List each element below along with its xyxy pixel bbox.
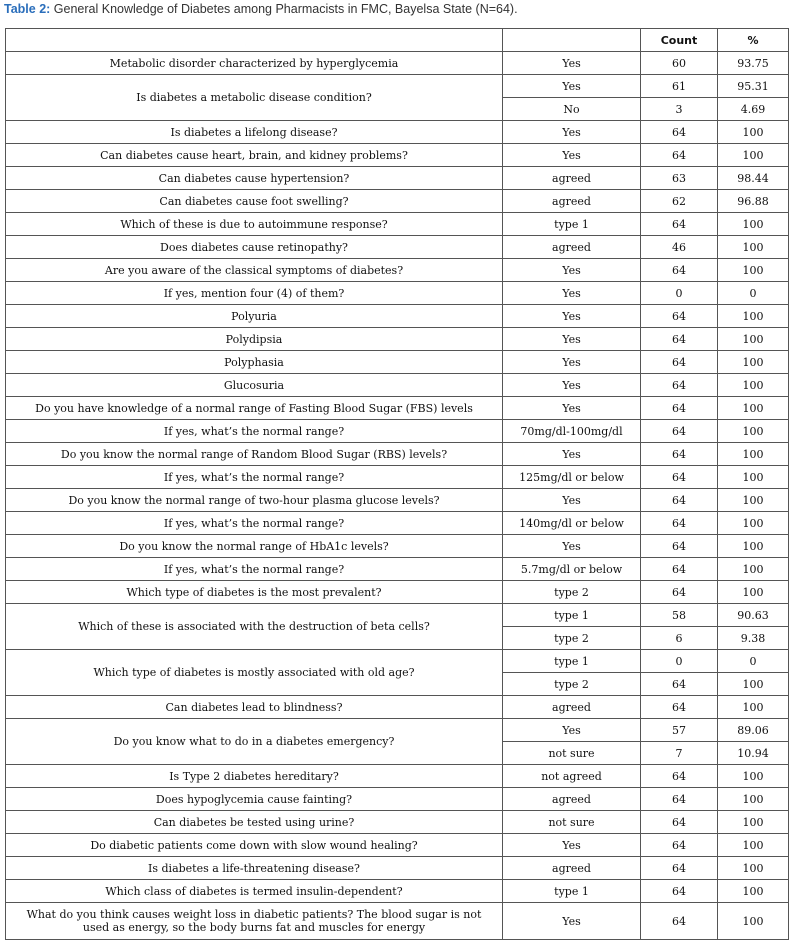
- percent-cell: 100: [718, 880, 789, 903]
- response-cell: 140mg/dl or below: [503, 512, 641, 535]
- question-cell: Polyuria: [6, 305, 503, 328]
- header-row: [6, 29, 789, 52]
- percent-cell: 100: [718, 374, 789, 397]
- response-cell: not sure: [503, 811, 641, 834]
- response-cell: 70mg/dl-100mg/dl: [503, 420, 641, 443]
- table-caption: [4, 2, 518, 16]
- percent-cell: 100: [718, 144, 789, 167]
- count-cell: 64: [641, 489, 718, 512]
- table-row: [6, 857, 789, 880]
- question-cell: Which type of diabetes is mostly associated with old age?: [6, 650, 503, 696]
- table-row: [6, 719, 789, 742]
- question-cell: Is diabetes a lifelong disease?: [6, 121, 503, 144]
- response-cell: Yes: [503, 259, 641, 282]
- question-cell: Metabolic disorder characterized by hyperglycemia: [6, 52, 503, 75]
- question-cell: Which of these is associated with the destruction of beta cells?: [6, 604, 503, 650]
- question-cell: Can diabetes lead to blindness?: [6, 696, 503, 719]
- table-row: [6, 581, 789, 604]
- question-cell: Which type of diabetes is the most prevalent?: [6, 581, 503, 604]
- question-cell: Do you know the normal range of two-hour plasma glucose levels?: [6, 489, 503, 512]
- response-cell: Yes: [503, 351, 641, 374]
- percent-cell: 90.63: [718, 604, 789, 627]
- percent-cell: 100: [718, 328, 789, 351]
- response-cell: agreed: [503, 236, 641, 259]
- percent-cell: 4.69: [718, 98, 789, 121]
- count-cell: 64: [641, 535, 718, 558]
- table-row: [6, 52, 789, 75]
- response-header: [503, 29, 641, 52]
- table-row: [6, 834, 789, 857]
- response-cell: 5.7mg/dl or below: [503, 558, 641, 581]
- table-row: [6, 121, 789, 144]
- percent-cell: 100: [718, 765, 789, 788]
- question-cell: If yes, what’s the normal range?: [6, 466, 503, 489]
- question-cell: Do you know what to do in a diabetes emergency?: [6, 719, 503, 765]
- table-body: [6, 52, 789, 940]
- count-cell: 64: [641, 765, 718, 788]
- percent-cell: 10.94: [718, 742, 789, 765]
- question-cell: Does diabetes cause retinopathy?: [6, 236, 503, 259]
- count-cell: 64: [641, 420, 718, 443]
- percent-cell: 100: [718, 443, 789, 466]
- percent-cell: 100: [718, 535, 789, 558]
- percent-cell: 0: [718, 650, 789, 673]
- response-cell: Yes: [503, 52, 641, 75]
- response-cell: not sure: [503, 742, 641, 765]
- percent-cell: 100: [718, 857, 789, 880]
- percent-cell: 100: [718, 489, 789, 512]
- count-cell: 58: [641, 604, 718, 627]
- question-cell: Which of these is due to autoimmune response?: [6, 213, 503, 236]
- table-row: [6, 351, 789, 374]
- percent-cell: 100: [718, 696, 789, 719]
- question-cell: Do you know the normal range of Random Blood Sugar (RBS) levels?: [6, 443, 503, 466]
- count-cell: 64: [641, 811, 718, 834]
- question-cell: What do you think causes weight loss in diabetic patients? The blood sugar is not used as energy, so the body burns fat and muscles for energy: [6, 903, 503, 940]
- table-row: [6, 305, 789, 328]
- response-cell: type 2: [503, 673, 641, 696]
- table-row: [6, 144, 789, 167]
- percent-header: %: [718, 29, 789, 52]
- percent-cell: 100: [718, 673, 789, 696]
- percent-cell: 100: [718, 834, 789, 857]
- table-row: [6, 167, 789, 190]
- percent-cell: 100: [718, 811, 789, 834]
- count-cell: 64: [641, 581, 718, 604]
- count-cell: 57: [641, 719, 718, 742]
- question-cell: If yes, mention four (4) of them?: [6, 282, 503, 305]
- response-cell: Yes: [503, 282, 641, 305]
- response-cell: Yes: [503, 121, 641, 144]
- count-cell: 0: [641, 282, 718, 305]
- count-cell: 7: [641, 742, 718, 765]
- count-cell: 64: [641, 512, 718, 535]
- percent-cell: 100: [718, 213, 789, 236]
- response-cell: Yes: [503, 719, 641, 742]
- response-cell: Yes: [503, 443, 641, 466]
- percent-cell: 100: [718, 903, 789, 940]
- percent-cell: 100: [718, 305, 789, 328]
- caption-label: Table 2:: [4, 2, 51, 16]
- percent-cell: 93.75: [718, 52, 789, 75]
- response-cell: Yes: [503, 374, 641, 397]
- percent-cell: 95.31: [718, 75, 789, 98]
- response-cell: agreed: [503, 190, 641, 213]
- count-cell: 64: [641, 834, 718, 857]
- percent-cell: 100: [718, 420, 789, 443]
- response-cell: not agreed: [503, 765, 641, 788]
- response-cell: No: [503, 98, 641, 121]
- count-cell: 64: [641, 121, 718, 144]
- table-row: [6, 420, 789, 443]
- question-cell: Are you aware of the classical symptoms of diabetes?: [6, 259, 503, 282]
- table-row: [6, 328, 789, 351]
- response-cell: type 2: [503, 627, 641, 650]
- count-cell: 62: [641, 190, 718, 213]
- count-cell: 64: [641, 880, 718, 903]
- question-cell: Do diabetic patients come down with slow wound healing?: [6, 834, 503, 857]
- count-cell: 0: [641, 650, 718, 673]
- count-cell: 46: [641, 236, 718, 259]
- table-row: [6, 374, 789, 397]
- percent-cell: 89.06: [718, 719, 789, 742]
- knowledge-table: [5, 28, 789, 940]
- count-cell: 64: [641, 857, 718, 880]
- table-row: [6, 259, 789, 282]
- response-cell: 125mg/dl or below: [503, 466, 641, 489]
- table-row: [6, 213, 789, 236]
- count-cell: 64: [641, 305, 718, 328]
- response-cell: agreed: [503, 788, 641, 811]
- table-row: [6, 466, 789, 489]
- response-cell: type 2: [503, 581, 641, 604]
- count-cell: 64: [641, 374, 718, 397]
- question-header: [6, 29, 503, 52]
- question-cell: Can diabetes be tested using urine?: [6, 811, 503, 834]
- count-cell: 64: [641, 558, 718, 581]
- response-cell: Yes: [503, 305, 641, 328]
- percent-cell: 100: [718, 558, 789, 581]
- table-row: [6, 236, 789, 259]
- response-cell: Yes: [503, 535, 641, 558]
- table-row: [6, 604, 789, 627]
- response-cell: Yes: [503, 834, 641, 857]
- percent-cell: 0: [718, 282, 789, 305]
- question-cell: Polydipsia: [6, 328, 503, 351]
- count-cell: 64: [641, 788, 718, 811]
- count-cell: 64: [641, 351, 718, 374]
- question-cell: Does hypoglycemia cause fainting?: [6, 788, 503, 811]
- response-cell: type 1: [503, 213, 641, 236]
- question-cell: Polyphasia: [6, 351, 503, 374]
- count-cell: 64: [641, 903, 718, 940]
- count-cell: 64: [641, 443, 718, 466]
- question-cell: Can diabetes cause heart, brain, and kidney problems?: [6, 144, 503, 167]
- question-cell: Which class of diabetes is termed insulin-dependent?: [6, 880, 503, 903]
- table-row: [6, 696, 789, 719]
- response-cell: type 1: [503, 880, 641, 903]
- count-cell: 6: [641, 627, 718, 650]
- question-cell: Is diabetes a life-threatening disease?: [6, 857, 503, 880]
- count-cell: 64: [641, 466, 718, 489]
- count-header: Count: [641, 29, 718, 52]
- table-row: [6, 443, 789, 466]
- table-row: [6, 765, 789, 788]
- count-cell: 60: [641, 52, 718, 75]
- response-cell: agreed: [503, 857, 641, 880]
- count-cell: 64: [641, 673, 718, 696]
- percent-cell: 100: [718, 397, 789, 420]
- table-row: [6, 489, 789, 512]
- percent-cell: 100: [718, 236, 789, 259]
- response-cell: agreed: [503, 167, 641, 190]
- table-row: [6, 282, 789, 305]
- count-cell: 64: [641, 328, 718, 351]
- table-row: [6, 535, 789, 558]
- table-row: [6, 558, 789, 581]
- question-cell: Is Type 2 diabetes hereditary?: [6, 765, 503, 788]
- count-cell: 64: [641, 696, 718, 719]
- table-row: [6, 190, 789, 213]
- table-row: [6, 880, 789, 903]
- response-cell: Yes: [503, 328, 641, 351]
- table-row: [6, 903, 789, 940]
- percent-cell: 98.44: [718, 167, 789, 190]
- table-row: [6, 811, 789, 834]
- response-cell: Yes: [503, 397, 641, 420]
- question-cell: If yes, what’s the normal range?: [6, 512, 503, 535]
- question-cell: Do you know the normal range of HbA1c levels?: [6, 535, 503, 558]
- percent-cell: 100: [718, 466, 789, 489]
- count-cell: 64: [641, 144, 718, 167]
- count-cell: 64: [641, 259, 718, 282]
- table-row: [6, 397, 789, 420]
- response-cell: Yes: [503, 75, 641, 98]
- question-cell: Is diabetes a metabolic disease condition?: [6, 75, 503, 121]
- question-cell: Glucosuria: [6, 374, 503, 397]
- table-row: [6, 75, 789, 98]
- percent-cell: 100: [718, 351, 789, 374]
- response-cell: type 1: [503, 650, 641, 673]
- percent-cell: 9.38: [718, 627, 789, 650]
- question-cell: If yes, what’s the normal range?: [6, 420, 503, 443]
- question-cell: Do you have knowledge of a normal range of Fasting Blood Sugar (FBS) levels: [6, 397, 503, 420]
- count-cell: 61: [641, 75, 718, 98]
- percent-cell: 100: [718, 581, 789, 604]
- response-cell: Yes: [503, 489, 641, 512]
- percent-cell: 100: [718, 259, 789, 282]
- count-cell: 63: [641, 167, 718, 190]
- question-cell: If yes, what’s the normal range?: [6, 558, 503, 581]
- count-cell: 3: [641, 98, 718, 121]
- response-cell: agreed: [503, 696, 641, 719]
- percent-cell: 100: [718, 121, 789, 144]
- table-row: [6, 512, 789, 535]
- question-cell: Can diabetes cause foot swelling?: [6, 190, 503, 213]
- percent-cell: 96.88: [718, 190, 789, 213]
- percent-cell: 100: [718, 788, 789, 811]
- percent-cell: 100: [718, 512, 789, 535]
- response-cell: Yes: [503, 144, 641, 167]
- count-cell: 64: [641, 397, 718, 420]
- question-cell: Can diabetes cause hypertension?: [6, 167, 503, 190]
- response-cell: Yes: [503, 903, 641, 940]
- response-cell: type 1: [503, 604, 641, 627]
- caption-text: General Knowledge of Diabetes among Pharmacists in FMC, Bayelsa State (N=64).: [53, 2, 518, 16]
- count-cell: 64: [641, 213, 718, 236]
- table-row: [6, 788, 789, 811]
- table-row: [6, 650, 789, 673]
